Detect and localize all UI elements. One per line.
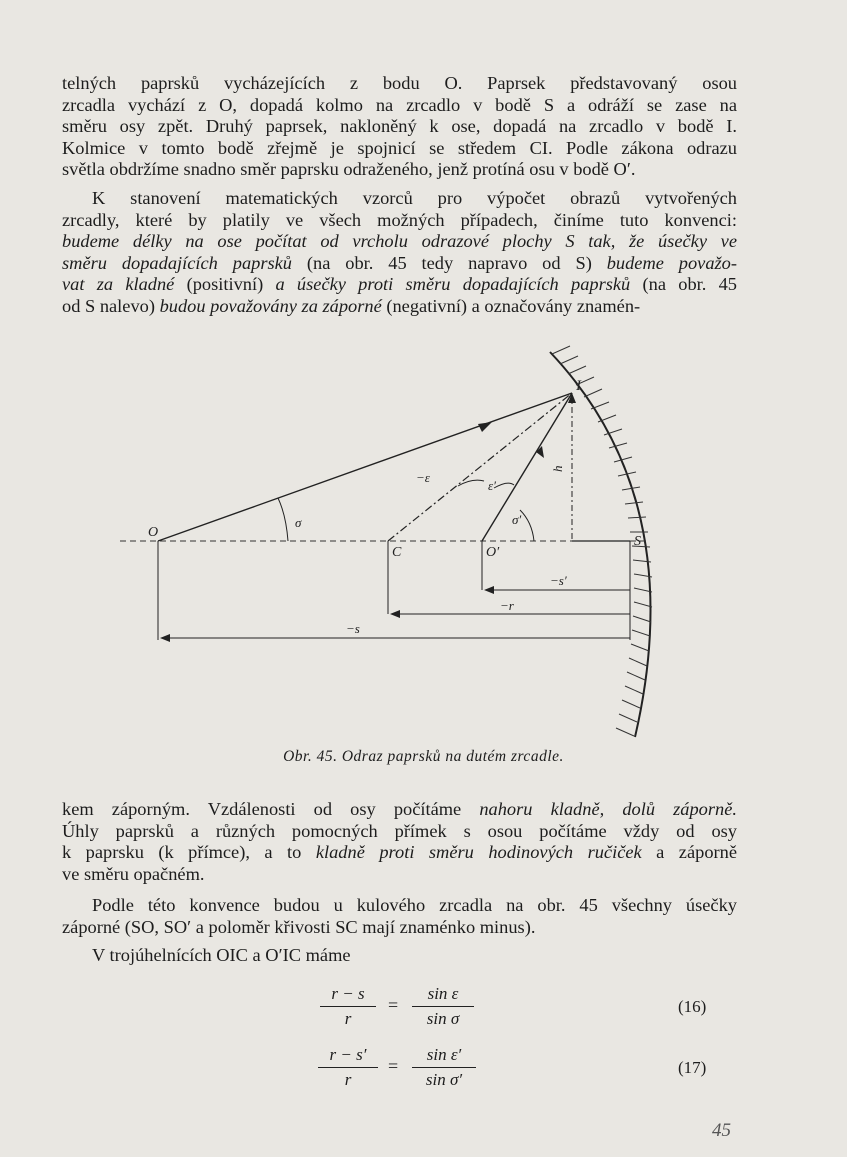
italic-text: a úsečky proti směru dopadajících paprsků (275, 274, 631, 295)
numerator: sin ε′ (426, 1045, 462, 1064)
denominator: sin σ′ (425, 1070, 463, 1089)
label-h: h (550, 465, 565, 472)
denominator: r (344, 1009, 352, 1028)
label-sigma-prime: σ′ (512, 512, 522, 527)
angle-sigma-prime-arc (520, 510, 534, 541)
text-span: (na obr. 45 (630, 274, 737, 295)
italic-text: budeme považo- (606, 252, 738, 273)
fraction-bar (320, 1006, 376, 1007)
label-C: C (392, 545, 402, 560)
reflected-ray-arrow (536, 446, 544, 458)
fraction-bar (412, 1067, 476, 1068)
italic-text: kladně proti směru hodinových ručiček (315, 842, 642, 863)
text-line: zrcadla vychází z O, dopadá kolmo na zrcadlo v bodě S a odráží se zase na (62, 94, 737, 115)
text-line: budeme délky na ose počítat od vrcholu odrazové plochy S tak, že úsečky ve (62, 231, 737, 252)
equation-17-number: (17) (678, 1058, 707, 1077)
label-O-prime: O′ (486, 545, 500, 560)
page-number: 45 (712, 1120, 731, 1141)
text-span: kem záporným. Vzdálenosti od osy počítáme (62, 799, 480, 819)
label-minus-eps: −ε (416, 470, 430, 485)
equals-sign: = (388, 995, 399, 1015)
fraction-bar (412, 1006, 474, 1007)
italic-text: vat za kladné (62, 274, 175, 295)
italic-text: nahoru kladně, dolů záporně. (479, 799, 737, 819)
label-sigma: σ (295, 515, 302, 530)
label-S: S (634, 534, 641, 549)
paragraph-4 (62, 895, 737, 938)
angle-sigma-arc (278, 498, 288, 541)
angle-minus-eps-arc (458, 480, 484, 486)
text-line: zrcadly, které by platily ve všech možných případech, činíme tuto konvenci: (62, 209, 737, 230)
text-span: od S nalevo) (62, 295, 160, 316)
label-minus-s-prime: −s′ (550, 573, 567, 588)
figure-caption: Obr. 45. Odraz paprsků na dutém zrcadle. (283, 748, 564, 765)
denominator: sin σ (426, 1009, 460, 1028)
equation-16-number: (16) (678, 997, 707, 1016)
equation-16-left (320, 984, 376, 1029)
angle-eps-prime-arc (494, 483, 514, 488)
text-span: (positivní) (174, 274, 276, 295)
equals-sign: = (388, 1056, 399, 1076)
text-line (62, 296, 737, 318)
text-line: Podle této konvence budou u kulového zrcadla na obr. 45 všechny úsečky (92, 895, 737, 915)
numerator: sin ε (427, 984, 459, 1003)
text-line: Úhly paprsků a různých pomocných přímek s osou počítáme vždy od osy (62, 820, 737, 841)
text-line (62, 799, 737, 821)
arrowhead (390, 610, 400, 618)
equation-17-left (318, 1045, 378, 1090)
label-I: I (576, 378, 581, 394)
italic-text: budou považovány za záporné (159, 295, 382, 316)
text-line (62, 253, 737, 275)
paragraph-2 (62, 188, 737, 318)
text-span: a záporně (641, 842, 737, 863)
text-span: (na obr. 45 tedy napravo od S) (292, 252, 607, 273)
numerator: r − s′ (329, 1045, 367, 1064)
numerator: r − s (331, 984, 365, 1003)
text-line: ve směru opačném. (62, 863, 205, 884)
fraction-bar (318, 1067, 378, 1068)
text-line: Kolmice v tomto bodě zřejmě je spojnicí se středem CI. Podle zákona odrazu (62, 137, 737, 158)
arrowhead (160, 634, 170, 642)
text-line: směru osy zpět. Druhý paprsek, nakloněný k ose, dopadá na zrcadlo v bodě I. (62, 116, 737, 137)
arrowhead (484, 586, 494, 594)
equation-16-right (412, 984, 474, 1029)
text-span: (negativní) a označovány znamén- (381, 295, 641, 316)
text-line: světla obdržíme snadno směr paprsku odraženého, jenž protíná osu v bodě O′. (62, 159, 636, 180)
text-line: záporné (SO, SO′ a poloměr křivosti SC mají znaménko minus). (62, 916, 536, 937)
incident-ray-arrow (478, 422, 492, 432)
mirror-diagram (100, 340, 680, 740)
text-line (62, 842, 737, 864)
italic-text: směru dopadajících paprsků (62, 252, 293, 273)
label-minus-r: −r (500, 598, 514, 613)
denominator: r (344, 1070, 352, 1089)
paragraph-1 (62, 73, 737, 181)
paragraph-3 (62, 799, 737, 885)
text-line (62, 274, 737, 296)
label-eps-prime: ε′ (488, 478, 496, 493)
text-line: K stanovení matematických vzorců pro výpočet obrazů vytvořených (92, 188, 737, 208)
text-line: telných paprsků vycházejících z bodu O. Paprsek představovaný osou (62, 73, 737, 93)
equation-17-right (412, 1045, 476, 1090)
label-minus-s: −s (346, 621, 360, 636)
paragraph-5 (62, 945, 737, 967)
incident-ray (158, 393, 572, 541)
text-line: V trojúhelnících OIC a O′IC máme (92, 945, 351, 965)
normal-line (388, 393, 572, 541)
text-span: k paprsku (k přímce), a to (62, 842, 316, 863)
label-O: O (148, 525, 159, 540)
